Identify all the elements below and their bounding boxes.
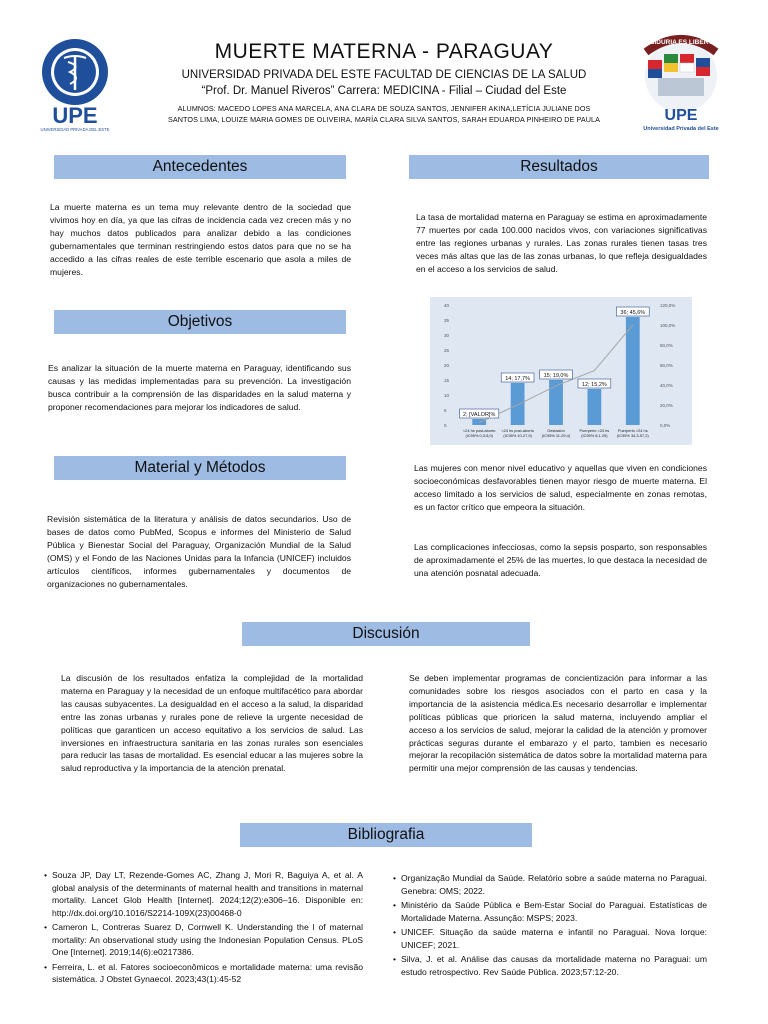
category-sublabel: (IC95% 34,3-57,2) <box>616 433 649 438</box>
chart-bar <box>626 317 640 425</box>
y-tick-label: 40 <box>444 303 450 308</box>
category-label: <24 hs post-aborto <box>501 428 534 433</box>
category-label: Gestación <box>547 428 565 433</box>
right-logo-ribbon: SABIDURIA ES LIBERTAD <box>640 39 722 46</box>
y2-tick-label: 100,0% <box>660 323 676 328</box>
university-name: UNIVERSIDAD PRIVADA DEL ESTE FACULTAD DE CIENCIAS DE LA SALUD <box>181 69 587 81</box>
y2-tick-label: 40,0% <box>660 383 673 388</box>
right-logo-name: UPE <box>664 107 698 124</box>
bibliografia-heading: Bibliografia <box>240 823 532 847</box>
category-sublabel: (IC95% 10-27,9) <box>503 433 532 438</box>
y-tick-label: 10 <box>444 393 450 398</box>
discusion-heading: Discusión <box>242 622 530 646</box>
chart-bar <box>511 383 525 425</box>
left-logo-name: UPE <box>52 103 98 128</box>
authors-line-1: ALUMNOS: MACEDO LOPES ANA MARCELA, ANA CLARA DE SOUZA SANTOS, JENNIFER AKINA,LETÍCIA JULIANE DOS <box>177 104 591 113</box>
y-tick-label: 5 <box>444 408 447 413</box>
reference-item: • Ferreira, L. et al. Fatores socioeconômicos e mortalidade materna: uma revisão sistemática. J Obstet Gynaecol. 2023;43(1):45-52 <box>52 961 363 986</box>
data-label: 15; 19,0% <box>543 373 569 379</box>
y-tick-label: 35 <box>444 318 450 323</box>
y-tick-label: 15 <box>444 378 450 383</box>
reference-item: • Silva, J. et al. Análise das causas da mortalidade materna no Paraguai: um estudo retrospectivo. Rev Saúde Pública. 2023;57:12-20. <box>401 953 707 978</box>
reference-item: • Souza JP, Day LT, Rezende-Gomes AC, Zhang J, Mori R, Baguiya A, et al. A global analysis of the determinants of maternal health and transitions in maternal mortality. Lancet Glob Health [Internet]. 2024;12(2):e306–16. Disponible en: http://dx.doi.org/10.1016/S2214-109X(23)00468-0 <box>52 869 363 919</box>
y-tick-label: 30 <box>444 333 450 338</box>
reference-item: • Organização Mundial da Saúde. Relatório sobre a saúde materna no Paraguai. Genebra: OMS; 2022. <box>401 872 707 897</box>
faculty-logo <box>34 36 116 132</box>
category-sublabel: (IC95% 11-29,4) <box>541 433 571 438</box>
right-logo-caption: Universidad Privada del Este <box>643 126 719 132</box>
y2-tick-label: 20,0% <box>660 403 673 408</box>
category-label: Puerperio <24 hs <box>579 428 610 433</box>
resultados-text-2: Las mujeres con menor nivel educativo y aquellas que viven en condiciones socioeconómicas desfavorables tienen mayor riesgo de muerte materna. El acceso limitado a los servicios de salud, especialmente en zonas remotas, es un factor crítico que empeora la situación. <box>414 463 707 512</box>
data-label: 14; 17,7% <box>505 376 530 382</box>
chart-bar <box>549 380 563 425</box>
reference-item: • Cameron L, Contreras Suarez D, Cornwell K. Understanding the l of maternal mortality: An observational study using the Indonesian Population Census. PLoS One [Internet]. 2019;14(6):e0217386. <box>52 921 363 959</box>
authors-line-2: SANTOS LIMA, LOUIZE MARIA GOMES DE OLIVEIRA, MARÍA CLARA SILVA SANTOS, SARAH EDUARDA PINHEIRO DE PAULA <box>167 114 601 124</box>
category-label: <24 hs post-aborto <box>462 428 496 433</box>
y2-tick-label: 80,0% <box>660 343 673 348</box>
y2-tick-label: 0,0% <box>660 423 671 428</box>
antecedentes-text: La muerte materna es un tema muy relevante dentro de la sociedad que vivimos hoy en día, ya que las cifras de incidencia cada vez crecen más y no hay muchos datos publicados para analizar debido a las condiciones gubernamentales que terminan restringiendo estos datos para que no se ha accedido a las cifras reales de este terrible escenario que asola a miles de mujeres. <box>50 202 351 277</box>
data-label: 12; 15,2% <box>582 382 607 388</box>
resultados-heading: Resultados <box>409 155 709 179</box>
resultados-text-3: Las complicaciones infecciosas, como la sepsis posparto, son responsables de aproximadamente el 25% de las muertes, lo que destaca la necesidad de una atención posnatal adecuada. <box>414 542 707 578</box>
objetivos-text: Es analizar la situación de la muerte materna en Paraguay, identificando sus causas y las medidas implementadas para su prevención. La investigación busca contribuir a la comprensión de las disparidades en la salud materna y proponer recomendaciones para mejorar los indicadores de salud. <box>48 363 351 412</box>
category-sublabel: (IC95% 0,3-8,0) <box>465 433 493 438</box>
data-label: 2; [VALOR]% <box>463 412 496 418</box>
chart-svg <box>430 297 692 445</box>
antecedentes-heading: Antecedentes <box>54 155 346 179</box>
mortality-chart <box>430 297 692 445</box>
authors <box>148 104 620 125</box>
reference-item: • Ministério da Saúde Pública e Bem-Estar Social do Paraguai. Estatísticas de Mortalidade Materna. Assunção: MSPS; 2023. <box>401 899 707 924</box>
discusion-left-text: La discusión de los resultados enfatiza la complejidad de la mortalidad materna en Paraguay y la necesidad de un enfoque multifacético para abordar las causas subyacentes. La desigualdad en el acceso a la salud, la disparidad entre las zonas urbanas y rurales pone de relieve la urgente necesidad de políticas que garanticen un acceso equitativo a los servicios de salud. Las inversiones en infraestructura sanitaria en las zonas rurales son esenciales para reducir las tasas de mortalidad. Es esencial educar a las mujeres sobre la salud reproductiva y la importancia de la atención prenatal. <box>61 673 363 774</box>
objetivos-heading: Objetivos <box>54 310 346 334</box>
bibliography-left <box>52 869 363 988</box>
left-logo-caption: UNIVERSIDAD PRIVADA DEL ESTE <box>40 127 110 132</box>
y-tick-label: 0 <box>444 423 447 428</box>
data-label: 36; 45,6% <box>620 310 646 316</box>
poster-title: MUERTE MATERNA - PARAGUAY <box>214 40 554 63</box>
y-tick-label: 25 <box>444 348 450 353</box>
career-line: “Prof. Dr. Manuel Riveros” Carrera: MEDICINA - Filial – Ciudad del Este <box>201 85 567 97</box>
chart-bar <box>587 389 601 425</box>
y2-tick-label: 60,0% <box>660 363 673 368</box>
y-tick-label: 20 <box>444 363 450 368</box>
metodos-text: Revisión sistemática de la literatura y análisis de datos secundarios. Uso de bases de datos como PubMed, Scopus e informes del Ministerio de Salud Pública y Bienestar Social del Paraguay, Organización Mundial de la Salud (OMS) y el Fondo de las Naciones Unidas para la Infancia (UNICEF) incluidos artículos científicos, informes gubernamentales y documentos de organizaciones no gubernamentales. <box>47 514 351 589</box>
discusion-right-text: Se deben implementar programas de concientización para informar a las comunidades sobre los riesgos asociados con el parto en casa y la importancia de la asistencia médica.Es necesario desarrollar e implementar políticas públicas que prioricen la salud materna, incluyendo ampliar el acceso a los servicios de salud, mejorar la calidad de la atención y promover prácticas seguras durante el embarazo y el parto, tambien es necesario mejorar la recopilación sistemática de datos sobre la mortalidad materna para permitir una mejor comprensión de las causas y tendencias. <box>409 673 707 774</box>
metodos-heading: Material y Métodos <box>54 456 346 480</box>
reference-item: • UNICEF. Situação da saúde materna e infantil no Paraguai. Nova Iorque: UNICEF; 2021. <box>401 926 707 951</box>
category-sublabel: (IC95% 8,1-25) <box>581 433 608 438</box>
bibliography-right <box>401 872 707 980</box>
y2-tick-label: 120,0% <box>660 303 676 308</box>
category-label: Puerperio >24 hs <box>617 428 648 433</box>
resultados-text-1: La tasa de mortalidad materna en Paraguay se estima en aproximadamente 77 muertes por cada 100.000 nacidos vivos, con variaciones significativas entre las regiones urbanas y rurales. Las zonas rurales tienen tasas tres veces más altas que las de las zonas urbanas, lo que refleja desigualdades en el acceso a los servicios de salud. <box>416 212 707 274</box>
